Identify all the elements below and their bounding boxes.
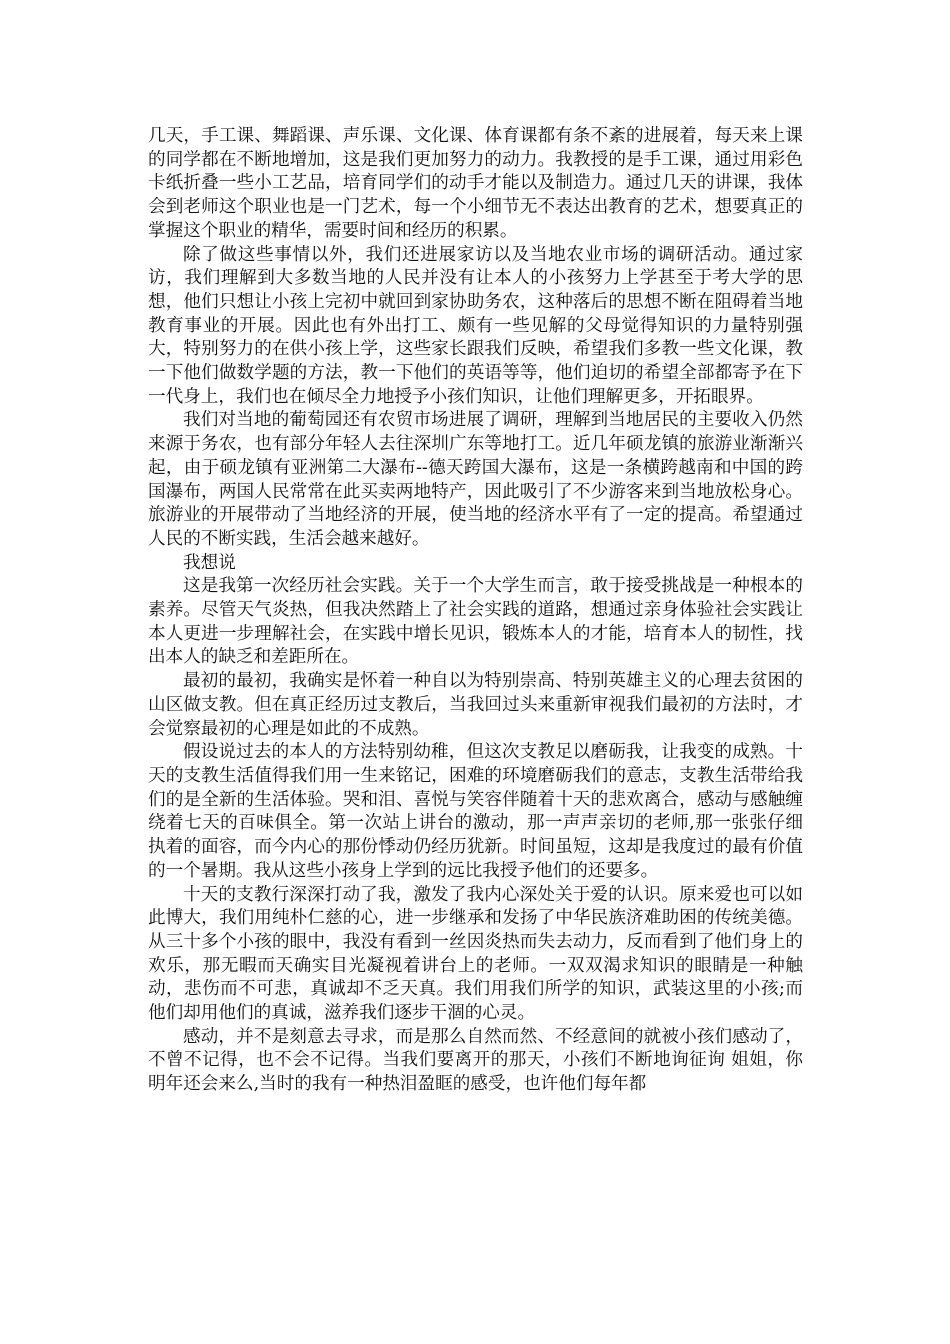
paragraph-handcraft-class: 几天，手工课、舞蹈课、声乐课、文化课、体育课都有条不紊的进展着，每天来上课的同学都在不断地增加，这是我们更加努力的动力。我教授的是手工课，通过用彩色卡纸折叠一些小工艺品，培育同学们的动手才能以及制造力。通过几天的讲课，我体会到老师这个职业也是一门艺术，每一个小细节无不表达出教育的艺术，想要真正的掌握这个职业的精华，需要时间和经历的积累。	[148, 126, 803, 241]
body-text	[148, 125, 803, 1097]
paragraph-market-survey: 我们对当地的葡萄园还有农贸市场进展了调研，理解到当地居民的主要收入仍然来源于务农，也有部分年轻人去往深圳广东等地打工。近几年硕龙镇的旅游业渐渐兴起，由于硕龙镇有亚洲第二大瀑布--德天跨国大瀑布，这是一条横跨越南和中国的跨国瀑布，两国人民常常在此买卖两地特产，因此吸引了不少游客来到当地放松身心。旅游业的开展带动了当地经济的开展，使当地的经济水平有了一定的提高。希望通过人民的不断实践，生活会越来越好。	[148, 410, 803, 549]
paragraph-initial-mindset: 最初的最初，我确实是怀着一种自以为特别崇高、特别英雄主义的心理去贫困的山区做支教。但在真正经历过支教后，当我回过头来重新审视我们最初的方法时，才会觉察最初的心理是如此的不成熟。	[148, 671, 803, 739]
section-heading: 我想说	[183, 552, 236, 573]
paragraph-growing-up: 假设说过去的本人的方法特别幼稚，但这次支教足以磨砺我，让我变的成熟。十天的支教生活值得我们用一生来铭记，困难的环境磨砺我们的意志，支教生活带给我们的是全新的生活体验。哭和泪、喜悦与笑容伴随着十天的悲欢离合，感动与感触缠绕着七天的百味俱全。第一次站上讲台的激动，那一声声亲切的老师,那一张张仔细执着的面容，而今内心的那份悸动仍经历犹新。时间虽短，这却是我度过的最有价值的一个暑期。我从这些小孩身上学到的远比我授予他们的还要多。	[148, 742, 803, 881]
paragraph-first-practice: 这是我第一次经历社会实践。关于一个大学生而言，敢于接受挑战是一种根本的素养。尽管天气炎热，但我决然踏上了社会实践的道路，想通过亲身体验社会实践让本人更进一步理解社会，在实践中增长见识，锻炼本人的才能，培育本人的韧性，找出本人的缺乏和差距所在。	[148, 576, 803, 668]
paragraph-love: 十天的支教行深深打动了我，激发了我内心深处关于爱的认识。原来爱也可以如此博大，我们用纯朴仁慈的心，进一步继承和发扬了中华民族济难助困的传统美德。从三十多个小孩的眼中，我没有看到一丝因炎热而失去动力，反而看到了他们身上的欢乐，那无暇而天确实目光凝视着讲台上的老师。一双双渴求知识的眼睛是一种触动，悲伤而不可悲，真诚却不乏天真。我们用我们所学的知识，武装这里的小孩;而他们却用他们的真诚，滋养我们逐步干涸的心灵。	[148, 884, 803, 1024]
paragraph-home-visits: 除了做这些事情以外，我们还进展家访以及当地农业市场的调研活动。通过家访，我们理解到大多数当地的人民并没有让本人的小孩努力上学甚至于考大学的思想，他们只想让小孩上完初中就回到家协助务农，这种落后的思想不断在阻碍着当地教育事业的开展。因此也有外出打工、颇有一些见解的父母觉得知识的力量特别强大，特别努力的在供小孩上学，这些家长跟我们反映，希望我们多教一些文化课，教一下他们做数学题的方法，教一下他们的英语等等，他们迫切的希望全部都寄予在下一代身上，我们也在倾尽全力地授予小孩们知识，让他们理解更多，开拓眼界。	[148, 244, 803, 407]
paragraph-moved: 感动，并不是刻意去寻求，而是那么自然而然、不经意间的就被小孩们感动了，不曾不记得，也不会不记得。当我们要离开的那天，小孩们不断地询征询 姐姐，你明年还会来么,当时的我有一种热泪盈眶的感受，也许他们每年都	[148, 1026, 803, 1095]
